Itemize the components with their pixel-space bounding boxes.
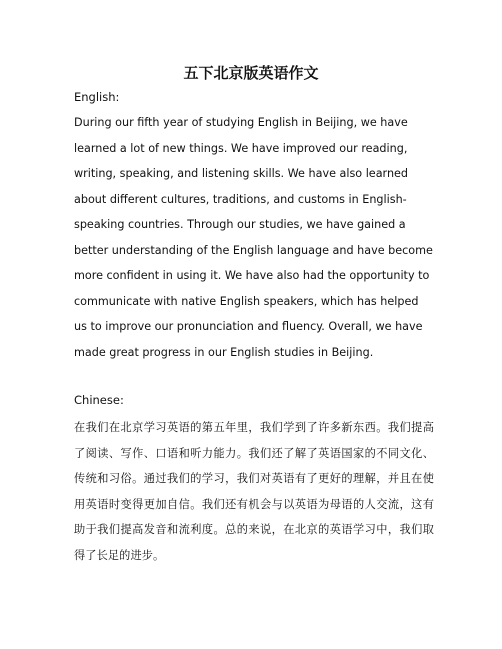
english-section-label: English: <box>74 90 120 104</box>
chinese-section-label: Chinese: <box>74 393 124 407</box>
chinese-essay-paragraph: 在我们在北京学习英语的第五年里，我们学到了许多新东西。我们提高了阅读、写作、口语和听力能力。我们还了解了英语国家的不同文化、传统和习俗。通过我们的学习，我们对英语有了更好的理解，并且在使用英语时变得更加自信。我们还有机会与以英语为母语的人交流，这有助于我们提高发音和流利度。总的来说，在北京的英语学习中，我们取得了长足的进步。 <box>74 421 434 562</box>
page-title: 五下北京版英语作文 <box>183 64 319 82</box>
english-essay-paragraph: During our fifth year of studying English in Beijing, we have learned a lot of new things. We have improved our reading, writing, speaking, and listening skills. We have also learned about different cultures, traditions, and customs in English-speaking countries. Through our studies, we have gained a better understanding of the English language and have become more confident in using it. We have also had the opportunity to communicate with native English speakers, which has helped us to improve our pronunciation and fluency. Overall, we have made great progress in our English studies in Beijing. <box>74 116 433 359</box>
